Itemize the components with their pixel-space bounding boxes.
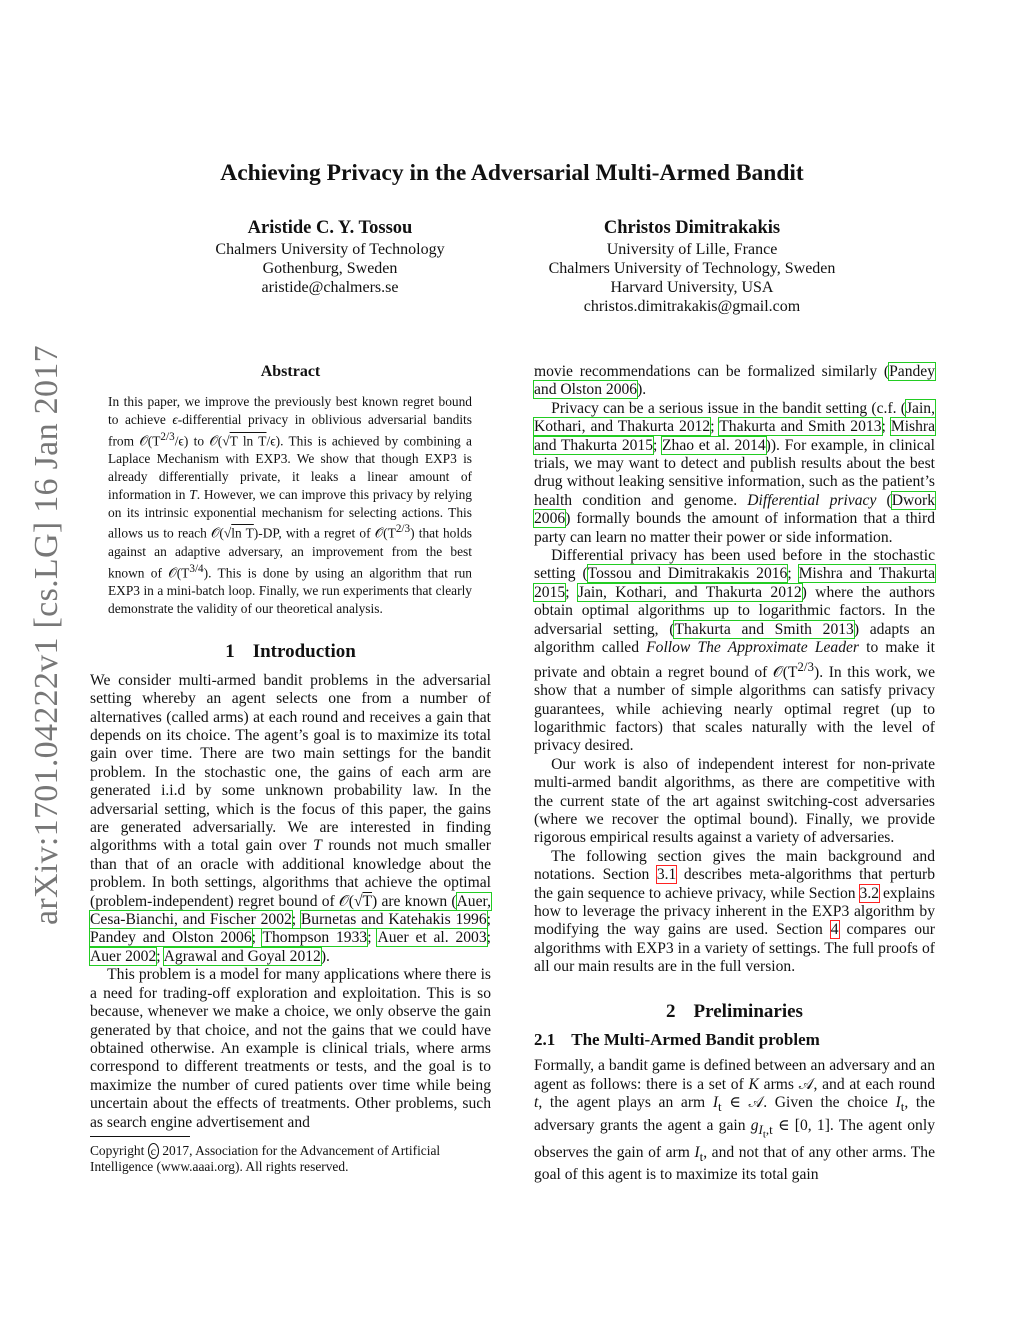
citation-link[interactable]: Burnetas and Katehakis 1996: [300, 911, 487, 929]
intro-paragraph-4: Privacy can be a serious issue in the bandit setting (c.f. (Jain, Kothari, and Thakurta 2012; Thakurta and Smith 2013; Mishra and Thakurta 2015; Zhao et al. 2014)). For example, in clinical trials, we may want to detect and publish results about the best drug without leaking sensitive information, such as the patient’s health condition and genome. Differential privacy (Dwork 2006) formally bounds the amount of information that a third party can learn no matter their power or side information.: [534, 399, 936, 546]
intro-paragraph-2: This problem is a model for many applications where there is a need for trading-off exploration and exploitation. This is so because, whenever we make a choice, we only observe the gain generated by that choice, and not the gains that we could have obtained otherwise. An example is clinical trials, where arms correspond to different treatments or tests, and the goal is to maximize the number of cured patients over time while being uncertain about the effects of treatments. Other problems, such as search engine advertisement and: [90, 966, 491, 1131]
citation-link[interactable]: Tossou and Dimitrakakis 2016: [587, 565, 788, 583]
intro-paragraph-1: We consider multi-armed bandit problems in the adversarial setting whereby an agent selects one from a number of alternatives (called arms) at each round and receives a gain that depends on its choice. The agent’s goal is to maximize its total gain over time. There are two main settings for the bandit problem. In the stochastic one, the gains of each arm are generated i.i.d by some unknown probability law. In the adversarial setting, which is the focus of this paper, the gains are generated adversarially. We are interested in finding algorithms with a total gain over T rounds not much smaller than that of an oracle with additional knowledge about the problem. In both settings, algorithms that achieve the optimal (problem-independent) regret bound of 𝒪(√T) are known (Auer, Cesa-Bianchi, and Fischer 2002; Burnetas and Katehakis 1996; Pandey and Olston 2006; Thompson 1933; Auer et al. 2003; Auer 2002; Agrawal and Goyal 2012).: [90, 671, 491, 965]
citation-link[interactable]: Zhao et al. 2014: [662, 436, 766, 454]
intro-paragraph-7: The following section gives the main background and notations. Section 3.1 describes meta-algorithms that perturb the gain sequence to achieve privacy, while Section 3.2 explains how to leverage the privacy inherent in the EXP3 algorithm by modifying the way gains are used. Section 4 compares our algorithms with EXP3 in a variety of settings. The full proofs of all our main results are in the full version.: [534, 847, 935, 976]
footnote-rule: [90, 1136, 190, 1137]
citation-link[interactable]: Agrawal and Goyal 2012: [163, 947, 321, 965]
author-email: aristide@chalmers.se: [261, 279, 399, 296]
citation-link[interactable]: Thompson 1933: [262, 929, 368, 947]
section-heading-preliminaries: 2 Preliminaries: [666, 1000, 803, 1022]
author-block-2: [492, 216, 892, 316]
arxiv-stamp: arXiv:1701.04222v1 [cs.LG] 16 Jan 2017: [28, 345, 65, 925]
section-ref-link[interactable]: 4: [830, 921, 839, 939]
citation-link[interactable]: Jain, Kothari, and Thakurta 2012: [577, 583, 802, 601]
intro-paragraph-5: Differential privacy has been used before in the stochastic setting (Tossou and Dimitrakakis 2016; Mishra and Thakurta 2015; Jain, Kothari, and Thakurta 2012) where the authors obtain optimal algorithms up to logarithmic factors. In the adversarial setting, (Thakurta and Smith 2013) adapts an algorithm called Follow The Approximate Leader to make it private and obtain a regret bound of $𝒪(T^{2/3})$. In this work, we show that a number of simple algorithms can satisfy privacy guarantees, while achieving nearly optimal regret (up to logarithmic factors) that scales naturally with the level of privacy desired.: [534, 547, 936, 755]
author-block-1: [130, 216, 530, 297]
citation-link[interactable]: Pandey and Olston 2006: [90, 929, 252, 947]
citation-link[interactable]: Thakurta and Smith 2013: [719, 418, 882, 436]
citation-link[interactable]: Auer et al. 2003: [377, 929, 487, 947]
abstract-text: In this paper, we improve the previously best known regret bound to achieve ϵ-differential privacy in oblivious adversarial bandits from $𝒪(T^{2/3}/\epsilon)$ to 𝒪(√T ln T/ϵ). This is achieved by combining a Laplace Mechanism with EXP3. We show that though EXP3 is already differentially private, it leaks a linear amount of information in T. However, we can improve this privacy by relying on its intrinsic exponential mechanism for selecting actions. This allows us to reach 𝒪(√ln T)-DP, with a regret of $𝒪(T^{2/3})$ that holds against an adaptive adversary, an improvement from the best known of $𝒪(T^{3/4})$. This is done by using an algorithm that run EXP3 in a mini-batch loop. Finally, we run experiments that clearly demonstrate the validity of our theoretical analysis.: [108, 394, 473, 616]
copyright-icon: c: [148, 1143, 159, 1159]
left-column: [90, 363, 491, 1176]
author-email: christos.dimitrakakis@gmail.com: [583, 298, 801, 315]
abstract-heading: Abstract: [260, 363, 321, 380]
copyright-footnote: Copyright c 2017, Association for the Advancement of Artificial Intelligence (www.aaai.org). All rights reserved.: [90, 1142, 441, 1175]
paper-title: Achieving Privacy in the Adversarial Multi-Armed Bandit: [220, 160, 804, 186]
author-name: Aristide C. Y. Tossou: [247, 218, 413, 238]
author-name: Christos Dimitrakakis: [603, 218, 781, 238]
citation-link[interactable]: Jain, Kothari, and Thakurta 2012: [534, 399, 935, 436]
right-column: [534, 363, 935, 1185]
section-ref-link[interactable]: 3.2: [859, 884, 880, 902]
author-affiliation: University of Lille, France: [606, 241, 778, 258]
citation-link[interactable]: Thakurta and Smith 2013: [674, 620, 854, 638]
citation-link[interactable]: Mishra and Thakurta 2015: [534, 418, 936, 454]
author-affiliation: Chalmers University of Technology: [215, 241, 445, 258]
author-location: Gothenburg, Sweden: [262, 260, 398, 277]
intro-paragraph-6: Our work is also of independent interest for non-private multi-armed bandit algorithms, as there are competitive with the current state of the art against switching-cost adversaries (where we recover the optimal bound). Finally, we provide rigorous empirical results against a variety of adversaries.: [534, 755, 935, 847]
preliminaries-paragraph-1: Formally, a bandit game is defined between an adversary and an agent as follows: there is a set of K arms 𝒜, and at each round t, the agent plays an arm $I_t$ ∈ 𝒜. Given the choice $I_t$, the adversary grants the agent a gain $g_{I_t,t}$ ∈ [0, 1]. The agent only observes the gain of arm $I_t$, and not that of any other arms. The goal of this agent is to maximize its total gain: [534, 1057, 936, 1184]
author-affiliation: Chalmers University of Technology, Sweden: [548, 260, 836, 277]
section-ref-link[interactable]: 3.1: [656, 866, 677, 884]
citation-link[interactable]: Pandey and Olston 2006: [534, 363, 935, 399]
citation-link[interactable]: Mishra and Thakurta 2015: [534, 565, 935, 601]
intro-paragraph-3: movie recommendations can be formalized similarly (Pandey and Olston 2006).: [534, 363, 935, 399]
section-heading-introduction: 1 Introduction: [225, 641, 356, 663]
author-affiliation: Harvard University, USA: [610, 279, 774, 296]
citation-link[interactable]: Auer, Cesa-Bianchi, and Fischer 2002: [90, 892, 491, 929]
citation-link[interactable]: Dwork 2006: [534, 491, 936, 528]
subsection-heading-bandit-problem: 2.1 The Multi-Armed Bandit problem: [534, 1030, 820, 1049]
citation-link[interactable]: Auer 2002: [90, 947, 157, 965]
